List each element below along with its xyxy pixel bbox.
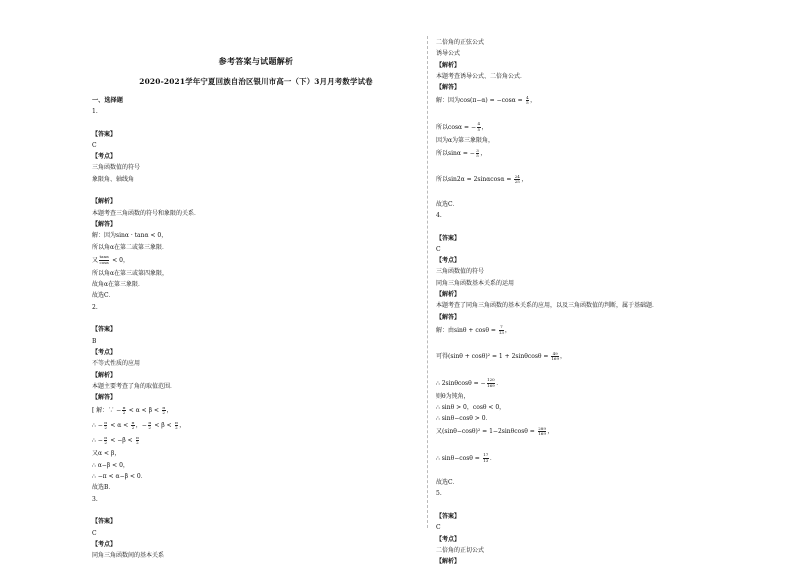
section-heading: 一、选择题 [92, 97, 123, 104]
text-line: ∴ α−β < 0， [92, 461, 129, 469]
math-fraction [538, 427, 547, 437]
text-line: 所以角α在第三或第四象限， [92, 269, 169, 277]
exam-title: 2020-2021学年宁夏回族自治区银川市高一（下）3月月考数学试卷 [139, 77, 373, 86]
fraction-denominator: 169 [551, 356, 560, 362]
text-line: 解：因为cos(π−α) = −cosα = $\frac{4}{5}$ ， [436, 94, 537, 106]
text-line: ∴ sinθ−cosθ > 0． [436, 415, 492, 423]
fraction-numerator: π [175, 419, 178, 425]
math-fraction [104, 436, 108, 446]
fraction-numerator: 7 [500, 324, 503, 330]
text-line: 所以角α在第二或第三象限． [92, 243, 169, 251]
text-line [436, 221, 658, 232]
text-line [436, 364, 658, 375]
math-fraction [131, 421, 135, 431]
fraction-numerator: π [162, 404, 166, 410]
text-line: 故选C． [92, 292, 115, 300]
text-line: ∴ − $\frac{\pi}{2}$ < −β < $\frac{\pi}{2}$ [92, 434, 139, 446]
fraction-denominator: 2 [162, 410, 165, 416]
fraction-denominator: 5 [526, 100, 529, 106]
fraction-denominator: 2 [104, 440, 107, 446]
section-label: 【解答】 [436, 84, 461, 92]
fraction-denominator: cosα [99, 259, 109, 265]
text-line: 诱导公式 [436, 50, 461, 58]
text-line: 所以cosα = − $\frac{4}{5}$ ， [436, 121, 488, 132]
fraction-numerator: 120 [487, 377, 495, 383]
section-label: 【答案】 [436, 234, 461, 242]
text-line: ∴ sinθ−cosθ = $\frac{17}{13}$ ． [436, 452, 496, 463]
text-line: 二倍角的正弦公式 [436, 39, 485, 46]
section-label: 【答案】 [92, 518, 117, 526]
text-line: C [92, 141, 97, 149]
section-label: 【考点】 [92, 540, 117, 548]
section-label: 【解析】 [92, 198, 117, 206]
math-fraction [136, 436, 140, 446]
text-line: ∴ − $\frac{\pi}{2}$ < α < $\frac{\pi}{2}$ ，− $\frac{\pi}{2}$ < β < $\frac{\pi}{2}$ ， [92, 419, 186, 431]
section-label: 【考点】 [436, 257, 461, 265]
math-fraction [104, 421, 108, 431]
section-label: 【解答】 [92, 220, 117, 228]
text-line: 三角函数值的符号 [436, 268, 485, 276]
math-fraction [483, 453, 489, 463]
math-fraction [476, 149, 480, 159]
fraction-denominator: 13 [483, 457, 489, 463]
fraction-numerator: π [136, 434, 139, 440]
text-line: ∴ sinθ > 0，cosθ < 0， [436, 403, 506, 411]
text-line: 故选C． [436, 479, 459, 487]
math-fraction [514, 175, 520, 185]
text-line: 3. [92, 495, 98, 503]
fraction-numerator: 49 [552, 350, 558, 356]
fraction-numerator: π [104, 434, 107, 440]
left-column-lines [92, 106, 200, 561]
fraction-numerator: 289 [538, 425, 546, 431]
text-line: 故角α在第三象限． [92, 281, 145, 289]
text-line: 本题主要考查了角的取值范围． [92, 382, 177, 390]
math-fraction [499, 325, 504, 335]
text-line: 5. [436, 490, 442, 498]
fraction-numerator: 17 [483, 452, 489, 458]
text-line [92, 117, 200, 128]
text-line [436, 338, 658, 349]
text-line: 4. [436, 211, 442, 219]
section-label: 【解析】 [436, 291, 461, 299]
text-line [436, 466, 658, 477]
text-line: 解：因为sinα · tanα < 0， [92, 232, 168, 240]
section-label: 【解答】 [92, 394, 117, 402]
text-line: 所以sinα = − $\frac{3}{5}$ ， [436, 147, 487, 159]
section-label: 【考点】 [92, 348, 117, 356]
text-line: 本题考查三角函数的符号和象限的关系． [92, 209, 201, 217]
math-fraction [148, 421, 152, 431]
text-line [92, 313, 200, 324]
fraction-denominator: 2 [131, 425, 135, 431]
text-line [92, 505, 200, 516]
fraction-denominator: 2 [104, 425, 107, 431]
text-line: ∴ 2sinθcosθ = − $\frac{120}{169}$ ． [436, 377, 503, 388]
text-line: B [92, 337, 97, 345]
fraction-denominator: 2 [175, 425, 178, 431]
fraction-numerator: π [104, 419, 107, 425]
fraction-numerator: 3 [476, 147, 479, 153]
text-line: 又 $\frac{\tan\alpha}{\cos\alpha}$ < 0， [92, 254, 129, 265]
text-line: 因为α为第三象限角， [436, 136, 495, 144]
text-line: [ 解：∵ − $\frac{\pi}{2}$ < α < β < $\frac{\pi}{2}$ ， [92, 404, 173, 416]
section-label: 【考点】 [92, 153, 117, 161]
section-label: 【解析】 [436, 61, 461, 69]
section-label: 【答案】 [436, 512, 461, 520]
text-line: C [436, 524, 441, 532]
fraction-numerator: 24 [514, 173, 520, 179]
fraction-denominator: 2 [148, 425, 151, 431]
fraction-numerator: tanα [99, 254, 109, 260]
fraction-numerator: 4 [477, 121, 481, 127]
text-line [436, 439, 658, 450]
text-line: 二倍角的正切公式 [436, 546, 485, 554]
fraction-denominator: 5 [477, 126, 481, 132]
text-line: 1. [92, 108, 98, 115]
text-line: 故选C． [436, 200, 459, 208]
fraction-numerator: π [131, 419, 135, 425]
text-line: 故选B． [92, 484, 115, 492]
fraction-denominator: 5 [476, 153, 479, 159]
right-column-lines [436, 37, 658, 567]
math-fraction [99, 255, 109, 265]
math-fraction [175, 421, 179, 431]
fraction-numerator: 4 [526, 94, 529, 100]
text-line [436, 161, 658, 172]
text-line: 2. [92, 303, 98, 311]
text-line [436, 108, 658, 119]
text-line: 不等式性质的应用 [92, 360, 141, 368]
math-fraction [487, 378, 496, 388]
text-line: C [92, 529, 97, 537]
answer-key-title: 参考答案与试题解析 [218, 56, 294, 66]
text-line: 三角函数值的符号 [92, 164, 141, 172]
text-line: 所以sin2α = 2sinαcosα = $\frac{24}{25}$ ， [436, 173, 528, 185]
text-line: C [436, 245, 441, 253]
section-label: 【解析】 [92, 371, 117, 379]
text-line: 又(sinθ−cosθ)² = 1−2sinθcosθ = $\frac{289}{169}$ ， [436, 425, 554, 437]
fraction-denominator: 25 [514, 179, 520, 185]
fraction-denominator: 2 [122, 410, 126, 416]
math-fraction [526, 96, 530, 106]
math-fraction [162, 406, 166, 416]
text-line [92, 185, 200, 196]
text-line: 本题考查诱导公式、二倍角公式． [436, 72, 527, 80]
text-line: ∴ −π < α−β < 0． [92, 473, 147, 481]
text-line [436, 500, 658, 511]
text-line: 同角三角函数间的基本关系 [92, 552, 165, 560]
fraction-numerator: π [122, 404, 126, 410]
fraction-denominator: 13 [498, 329, 504, 335]
text-line: 又α < β， [92, 450, 121, 458]
section-label: 【解析】 [436, 558, 461, 566]
text-line: 本题考查了同角三角函数的基本关系的应用，以及三角函数值的判断，属于基础题． [436, 302, 659, 310]
section-label: 【解答】 [436, 313, 461, 321]
text-line: 同角三角函数基本关系的运用 [436, 279, 515, 287]
fraction-numerator: π [148, 419, 151, 425]
fraction-denominator: 169 [538, 431, 546, 437]
math-fraction [122, 406, 126, 416]
column-divider [427, 36, 428, 528]
text-line: 象限角、轴线角 [92, 175, 135, 183]
fraction-denominator: 2 [136, 440, 139, 446]
section-label: 【答案】 [92, 326, 117, 334]
fraction-denominator: 169 [487, 382, 495, 388]
text-line: 可得(sinθ + cosθ)² = 1 + 2sinθcosθ = $\frac{49}{169}$ ， [436, 350, 567, 362]
math-fraction [477, 122, 481, 132]
section-label: 【考点】 [436, 535, 461, 543]
text-line: 解：由sinθ + cosθ = $\frac{7}{13}$ ， [436, 324, 511, 335]
section-label: 【答案】 [92, 130, 117, 138]
text-line [436, 187, 658, 198]
math-fraction [551, 352, 559, 362]
text-line: 则θ为钝角， [436, 392, 470, 400]
